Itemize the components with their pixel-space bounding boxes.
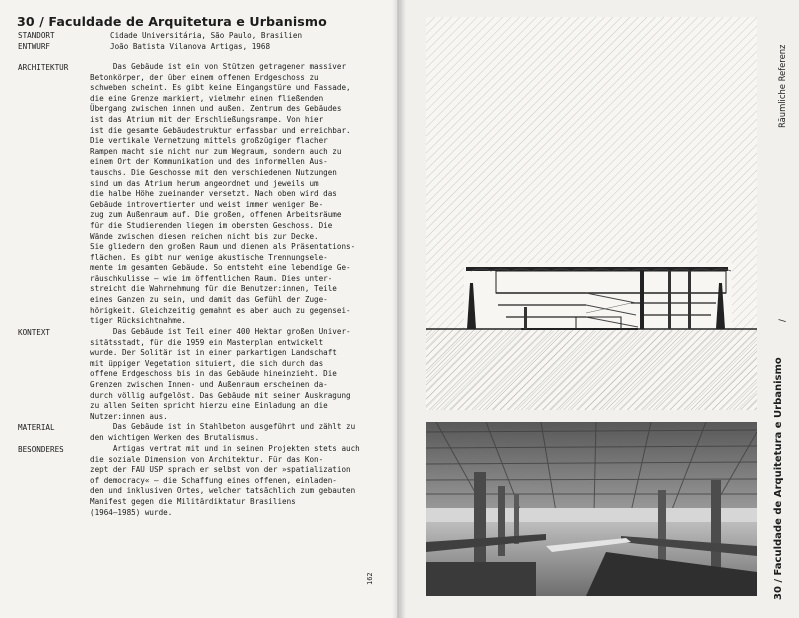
label-material: MATERIAL xyxy=(18,423,55,432)
value-entwurf: João Batista Vilanova Artigas, 1968 xyxy=(110,42,271,51)
running-section: Räumliche Referenz xyxy=(777,44,787,128)
text-kontext: Das Gebäude ist Teil einer 400 Hektar großen Univer- sitätsstadt, für die 1959 ein Masterplan entwickelt wurde. Der Solitär ist in einer parkartigen Landschaft mit üppiger Vegetation situiert, die sich durch das offene Erdgeschoss bis in das Gebäude hineinzieht. Die Grenzen zwischen Innen- und Außenraum erscheinen da- durch völlig aufgelöst. Das Gebäude mit seiner Auskragung zu allen Seiten spricht hierzu eine Einladung an die Nutzer:innen aus. xyxy=(90,327,351,421)
section-drawing xyxy=(426,17,757,410)
book-gutter xyxy=(392,0,406,618)
left-page xyxy=(0,0,397,618)
label-entwurf: ENTWURF xyxy=(18,42,51,51)
running-separator: / xyxy=(777,319,787,322)
label-architektur: ARCHITEKTUR xyxy=(18,63,69,72)
running-title: 30 / Faculdade de Arquitetura e Urbanismo xyxy=(773,357,784,600)
page-number: 162 xyxy=(366,572,374,585)
label-besonderes: BESONDERES xyxy=(18,445,64,454)
text-besonderes: Artigas vertrat mit und in seinen Projekten stets auch die soziale Dimension von Architektur. Für das Kon- zept der FAU USP sprach er selbst von der »spatialization of democracy« – die Schaffung eines offenen, einladen- den und inklusiven Ortes, welcher tatsächlich zum gebauten Manifest gegen die Militärdiktatur Brasiliens (1964–1985) wurde. xyxy=(90,444,360,517)
value-standort: Cidade Universitária, São Paulo, Brasilien xyxy=(110,31,303,40)
text-architektur: Das Gebäude ist ein von Stützen getragener massiver Betonkörper, der über einem offenen Erdgeschoss zu schweben scheint. Es gibt keine Eingangstüre und Fassade, die eine Grenze markiert, vielmehr einen fließenden Übergang zwischen innen und außen. Zentrum des Gebäudes ist das Atrium mit der Erschließungsrampe. Von hier ist die gesamte Gebäudestruktur erfassbar und erreichbar. Die vertikale Vernetzung mittels großzügiger flacher Rampen macht sie nicht nur zum Wegraum, sondern auch zu einem Ort der Kommunikation und des informellen Aus- tauschs. Die Geschosse mit den verschiedenen Nutzungen sind um das Atrium herum angeordnet und jeweils um die halbe Höhe zueinander versetzt. Nach oben wird das Gebäude introvertierter und weist immer weniger Be- zug zum Außenraum auf. Die großen, offenen Arbeitsräume für die Studierenden liegen im obersten Geschoss. Die Wände zwischen diesen reichen nicht bis zur Decke. Sie gliedern den großen Raum und dienen als Präsentations- flächen. Es gibt nur wenige akustische Trennungsele- mente im gesamten Gebäude. So entsteht eine lebendige Ge- räuschkulisse – wie im öffentlichen Raum. Dies unter- streicht die Wahrnehmung für die Benutzer:innen, Teile eines Ganzen zu sein, und damit das Gefühl der Zuge- hörigkeit. Gleichzeitig gemahnt es aber auch zu gegensei- tiger Rücksichtnahme. xyxy=(90,62,356,326)
text-material: Das Gebäude ist in Stahlbeton ausgeführt und zählt zu den wichtigen Werken des Brutalismus. xyxy=(90,422,356,442)
section-drawing-svg xyxy=(426,17,757,410)
page-title: 30 / Faculdade de Arquitetura e Urbanismo xyxy=(17,14,327,29)
label-standort: STANDORT xyxy=(18,31,55,40)
interior-photo xyxy=(426,422,757,596)
label-kontext: KONTEXT xyxy=(18,328,51,337)
interior-photo-svg xyxy=(426,422,757,596)
